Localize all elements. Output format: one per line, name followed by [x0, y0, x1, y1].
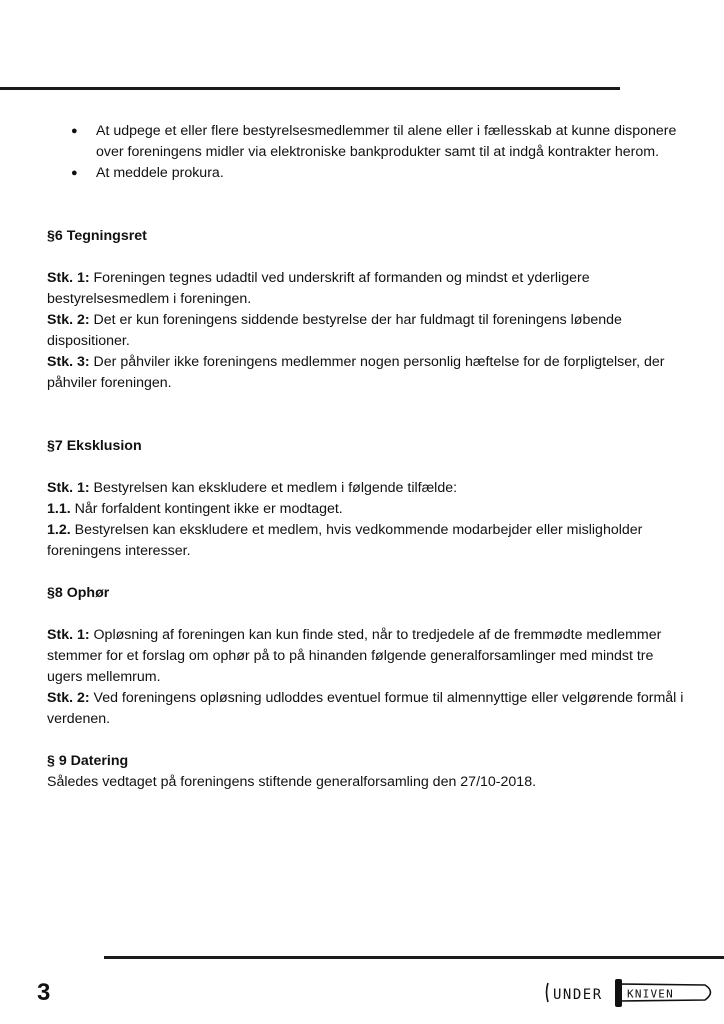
paragraph	[47, 352, 687, 394]
paragraph	[47, 268, 687, 310]
paragraph-text: Bestyrelsen kan ekskludere et medlem, hvis vedkommende modarbejder eller misligholder foreningens interesser.	[47, 522, 643, 559]
paragraph-text: Opløsning af foreningen kan kun finde sted, når to tredjedele af de fremmødte medlemmer stemmer for et forslag om ophør på to på hinanden følgende generalforsamlinger med mindst tre ugers mellemrum.	[47, 627, 662, 685]
paragraph-text: Bestyrelsen kan ekskludere et medlem i følgende tilfælde:	[89, 480, 458, 496]
paragraph-text: Der påhviler ikke foreningens medlemmer nogen personlig hæftelse for de forpligtelser, der påhviler foreningen.	[47, 354, 665, 391]
paragraph-text: Når forfaldent kontingent ikke er modtaget.	[70, 501, 343, 517]
section-8-heading: §8 Ophør	[47, 585, 110, 601]
section-6-heading: §6 Tegningsret	[47, 228, 147, 244]
paragraph-label: Stk. 2:	[47, 690, 90, 706]
header-rule	[0, 87, 620, 90]
document-body	[47, 121, 687, 793]
section-9-heading: § 9 Datering	[47, 753, 129, 769]
paragraph	[47, 625, 687, 688]
bullet-list	[47, 121, 687, 184]
paragraph	[47, 310, 687, 352]
paragraph-label: Stk. 2:	[47, 312, 90, 328]
page-number: 3	[37, 979, 51, 1006]
logo-text-under: UNDER	[553, 987, 603, 1003]
underkniven-logo	[545, 975, 717, 1009]
paragraph	[47, 688, 687, 730]
bullet-item: ● At udpege et eller flere bestyrelsesmedlemmer til alene eller i fællesskab at kunne disponere over foreningens midler via elektroniske bankprodukter samt til at indgå kontrakter herom.	[47, 121, 687, 163]
paragraph-label: Stk. 1:	[47, 270, 90, 286]
paragraph-label: Stk. 3:	[47, 354, 90, 370]
paragraph	[47, 478, 687, 499]
paragraph-text: Det er kun foreningens siddende bestyrelse der har fuldmagt til foreningens løbende dispositioner.	[47, 312, 622, 349]
paragraph-text: Ved foreningens opløsning udloddes eventuel formue til almennyttige eller velgørende formål i verdenen.	[47, 690, 684, 727]
paragraph-label: Stk. 1:	[47, 627, 90, 643]
footer-rule	[104, 956, 724, 959]
logo-text-kniven: KNIVEN	[627, 987, 674, 1001]
bullet-item: ● At meddele prokura.	[47, 163, 687, 184]
paragraph-label: Stk. 1:	[47, 480, 90, 496]
paragraph	[47, 499, 687, 520]
paragraph-label: 1.1.	[47, 501, 71, 517]
section-7-heading: §7 Eksklusion	[47, 438, 142, 454]
dating-text: Således vedtaget på foreningens stiftende generalforsamling den 27/10-2018.	[47, 774, 537, 790]
paragraph	[47, 520, 687, 562]
paragraph-label: 1.2.	[47, 522, 71, 538]
paragraph-text: Foreningen tegnes udadtil ved underskrift af formanden og mindst et yderligere bestyrelsesmedlem i foreningen.	[47, 270, 590, 307]
